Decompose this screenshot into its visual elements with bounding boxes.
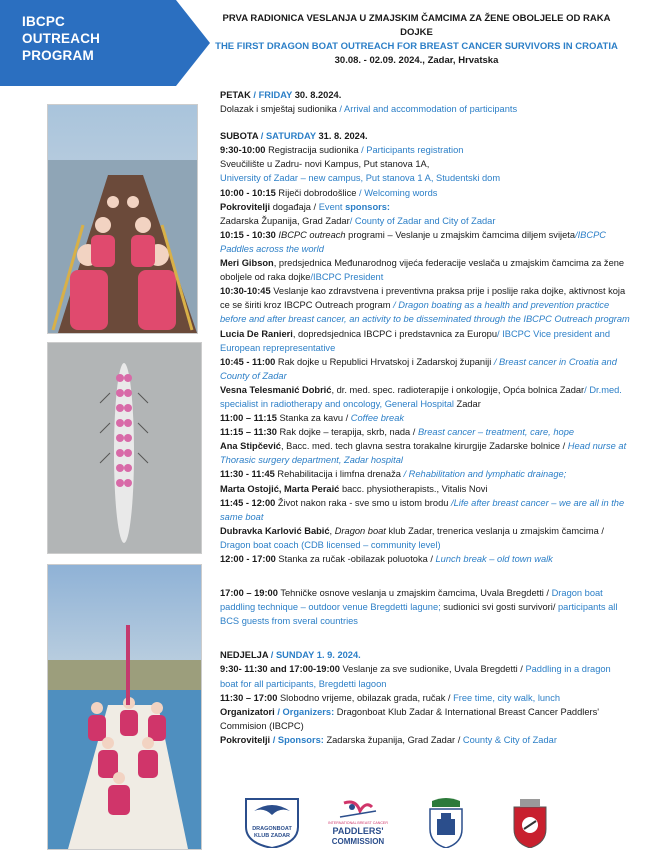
item-en: Free time, city walk, lunch xyxy=(453,692,561,703)
item-time: 10:45 - 11:00 xyxy=(220,356,276,367)
photo-rowers-in-boat xyxy=(47,104,198,334)
day-label-en: / SUNDAY 1. 9. 2024. xyxy=(268,650,361,661)
speaker-role-hr: , predsjednica Međunarodnog vijeća federacije veslača u zmajskim čamcima za žene oboljele od raka dojke xyxy=(220,258,625,283)
item-hr-italic: IBCPC outreach xyxy=(275,229,346,240)
banner-line: PROGRAM xyxy=(22,48,94,63)
item-hr: Rak dojke – terapija, skrb, nada / xyxy=(276,427,418,438)
item-time: 11:30 - 11:45 xyxy=(220,469,275,480)
schedule-item xyxy=(220,425,630,439)
sponsors-list xyxy=(220,214,630,228)
day-date: 31. 8. 2024. xyxy=(315,131,368,142)
schedule-item xyxy=(220,355,630,383)
org-label-en: / Organizers: xyxy=(274,706,335,717)
item-time: 17:00 – 19:00 xyxy=(220,588,278,599)
item-en: Breast cancer – treatment, care, hope xyxy=(417,427,575,438)
day-label-en: / FRIDAY xyxy=(250,90,293,100)
photo-group-in-boat xyxy=(47,564,202,850)
item-en: /IBCPC Paddles across the world xyxy=(220,229,606,254)
sponsors-label-en: / Sponsors: xyxy=(270,734,324,745)
speaker xyxy=(220,524,630,552)
saturday-heading xyxy=(220,129,630,143)
speaker-role-hr: klub Zadar, trenerica veslanja u zmajskim čamcima / xyxy=(385,525,604,536)
item-en: participants all BCS guests from sveral countries xyxy=(220,602,618,627)
item-hr: sudionici svi gosti survivori/ xyxy=(440,602,559,613)
item-en: / County of Zadar and City of Zadar xyxy=(349,215,496,226)
item-en: / Dragon boating as a health and prevention practice before and after breast cancer, an activity to be disseminated through the IBCPC Outreach program xyxy=(220,300,630,325)
item-hr: Rehabilitacija i limfna drenaža xyxy=(274,469,404,480)
item-en: / Breast cancer in Croatia and County of Zadar xyxy=(220,356,617,381)
item-hr: Riječi dobrodošlice xyxy=(275,187,360,198)
ibcpc-text-3: COMMISSION xyxy=(331,837,385,846)
item-en: Paddling in a dragon boat for all participants, Bregdetti lagoon xyxy=(220,664,611,689)
speaker-role-en: Dragon boat coach (CDB licensed – community level) xyxy=(220,539,441,550)
sponsors-mid: događaja / xyxy=(270,201,319,212)
speaker-role-en: / Dr.med. specialist in radiotherapy and oncology, General Hospital xyxy=(220,384,622,409)
item-hr: Dolazak i smještaj sudionika xyxy=(220,104,337,115)
sunday-heading xyxy=(220,648,630,662)
sponsors-list-hr: Zadarska županija, Grad Zadar / xyxy=(323,734,463,745)
speaker-role-hr: bacc. physiotherapists., Vitalis Novi xyxy=(339,483,488,494)
speaker-name: Lucia De Ranieri xyxy=(220,328,293,339)
organizers xyxy=(220,705,630,733)
photo-aerial-boat xyxy=(47,342,202,554)
speaker-name: Marta Ostojić, Marta Peraić xyxy=(220,483,340,494)
item-hr: Slobodno vrijeme, obilazak grada, ručak / xyxy=(277,692,454,703)
banner-line: IBCPC xyxy=(22,14,66,29)
item-hr: Tehničke osnove veslanja u zmajskim čamcima, Uvala Bregdetti / xyxy=(277,588,552,599)
schedule-item xyxy=(220,691,630,705)
item-en: Coffee break xyxy=(350,413,405,424)
ibcpc-text-1: INTERNATIONAL BREAST CANCER xyxy=(328,821,388,825)
schedule-item xyxy=(220,284,630,326)
club-text-2: KLUB ZADAR xyxy=(253,833,291,839)
schedule-item xyxy=(220,411,630,425)
schedule-item xyxy=(220,143,630,157)
item-time: 10:00 - 10:15 xyxy=(220,187,276,198)
comma: , xyxy=(329,525,335,536)
item-hr: Zadarska Županija, Grad Zadar xyxy=(220,215,350,226)
speaker-role-hr: , dr. med. spec. radioterapije i onkologije, Opća bolnica Zadar xyxy=(331,384,585,395)
event-dates: 30.08. - 02.09. 2024., Zadar, Hrvatska xyxy=(334,55,499,66)
item-hr: Stanka za kavu / xyxy=(276,413,351,424)
item-time: 11:45 - 12:00 xyxy=(220,497,276,508)
item-en: Lunch break – old town walk xyxy=(435,554,553,564)
item-en: / Welcoming words xyxy=(359,187,438,198)
speaker xyxy=(220,439,630,467)
schedule-item xyxy=(220,496,630,524)
item-time: 11:15 – 11:30 xyxy=(220,427,277,438)
item-hr: Registracija sudionika xyxy=(265,145,362,156)
item-en: / Rehabilitation and lymphatic drainage; xyxy=(403,469,567,480)
speaker-role-en: /IBCPC President xyxy=(310,272,384,283)
title-croatian: PRVA RADIONICA VESLANJA U ZMAJSKIM ČAMCIMA ZA ŽENE OBOLJELE OD RAKA xyxy=(222,13,611,24)
item-hr: Rak dojke u Republici Hrvatskoj i Zadarskoj županiji xyxy=(275,356,494,367)
program-schedule xyxy=(220,88,630,747)
friday-heading xyxy=(220,88,630,102)
document-header xyxy=(214,12,619,68)
speaker xyxy=(220,383,630,411)
logos-row xyxy=(240,797,640,848)
item-en: Dragon boat paddling technique – outdoor venue Bregdetti lagune; xyxy=(220,588,603,613)
sponsors-en-bold: sponsors: xyxy=(345,201,391,212)
dragonboat-club-zadar-logo xyxy=(240,797,304,848)
item-time: 12:00 - 17:00 xyxy=(220,554,276,564)
item-time: 11:00 – 11:15 xyxy=(220,413,277,424)
zadar-county-coat-of-arms xyxy=(426,797,466,848)
speaker-name: Dubravka Karlović Babić xyxy=(220,525,330,536)
title-croatian-cont: DOJKE xyxy=(400,27,433,38)
day-date: 30. 8.2024. xyxy=(292,90,342,100)
speaker-role-en: / IBCPC Vice president and European reprepresentative xyxy=(220,328,611,353)
item-en: /Life after breast cancer – we are all in the same boat xyxy=(220,497,625,522)
sponsors xyxy=(220,733,630,747)
sponsors-label: Pokrovitelji xyxy=(220,734,271,745)
item-time: 10:30-10:45 xyxy=(220,286,271,297)
item-time: 10:15 - 10:30 xyxy=(220,229,276,240)
speaker-role-hr: Zadar xyxy=(453,398,481,409)
item-en: / Participants registration xyxy=(361,145,464,156)
event-sponsors xyxy=(220,200,630,214)
item-hr: programi – Veslanje u zmajskim čamcima diljem svijeta xyxy=(345,229,575,240)
ibcpc-logo xyxy=(326,797,390,848)
sponsors-label: Pokrovitelji xyxy=(220,201,271,212)
ibcpc-text-2: PADDLERS' xyxy=(332,826,384,836)
speaker xyxy=(220,256,630,284)
banner-text xyxy=(22,13,100,64)
zadar-city-coat-of-arms xyxy=(510,797,550,848)
venue-en: University of Zadar – new campus, Put stanova 1 A, Studentski dom xyxy=(220,173,501,184)
speaker xyxy=(220,327,630,355)
item-hr: Veslanje kao zdravstvena i preventivna praksa prije i poslije raka dojke, aktivnost koja ce se širiti kroz IBCPC Outreach program xyxy=(220,286,626,311)
club-text-1: DRAGONBOAT xyxy=(252,826,292,832)
day-label: SUBOTA xyxy=(220,131,259,142)
speaker-role-en: Head nurse at Thorasic surgery department, Zadar hospital xyxy=(220,441,627,466)
speaker-name: Ana Stipčević xyxy=(220,441,281,452)
schedule-item xyxy=(220,552,630,566)
speaker xyxy=(220,482,630,496)
item-en: / Arrival and accommodation of participants xyxy=(336,104,518,115)
friday-item xyxy=(220,102,630,116)
day-label: NEDJELJA xyxy=(220,650,269,661)
day-label: PETAK xyxy=(220,90,251,100)
schedule-item xyxy=(220,186,630,200)
org-list: Dragonboat Klub Zadar & International Breast Cancer Paddlers' Commision (IBCPC) xyxy=(220,706,600,731)
item-time: 11:30 – 17:00 xyxy=(220,692,278,703)
item-hr: Život nakon raka - sve smo u istom brodu xyxy=(275,497,451,508)
speaker-name: Vesna Telesmanić Dobrić xyxy=(220,384,332,395)
org-label: Organizatori xyxy=(220,706,275,717)
day-label-en: / SATURDAY xyxy=(258,131,316,142)
schedule-item xyxy=(220,228,630,256)
speaker-club-italic: Dragon boat xyxy=(334,525,386,536)
item-hr: Stanka za ručak -obilazak poluotoka / xyxy=(275,554,436,564)
title-english: THE FIRST DRAGON BOAT OUTREACH FOR BREAST CANCER SURVIVORS IN CROATIA xyxy=(215,41,618,52)
sponsors-list-en: County & City of Zadar xyxy=(462,734,557,745)
speaker-role-hr: , Bacc. med. tech glavna sestra torakalne kirurgije Zadarske bolnice / xyxy=(280,441,568,452)
schedule-item xyxy=(220,586,630,628)
item-time: 9:30-10:00 xyxy=(220,145,266,156)
speaker-role-hr: , dopredsjednica IBCPC i predstavnica za Europu xyxy=(292,328,497,339)
banner-line: OUTREACH xyxy=(22,31,101,46)
sponsors-en: Event xyxy=(318,201,346,212)
item-hr: Veslanje za sve sudionike, Uvala Bregdetti / xyxy=(339,664,526,675)
schedule-item xyxy=(220,662,630,690)
item-time: 9:30- 11:30 and 17:00-19:00 xyxy=(220,664,340,675)
speaker-name: Meri Gibson xyxy=(220,258,274,269)
venue-hr: Sveučilište u Zadru- novi Kampus, Put stanova 1A, xyxy=(220,159,430,170)
schedule-item xyxy=(220,467,630,481)
